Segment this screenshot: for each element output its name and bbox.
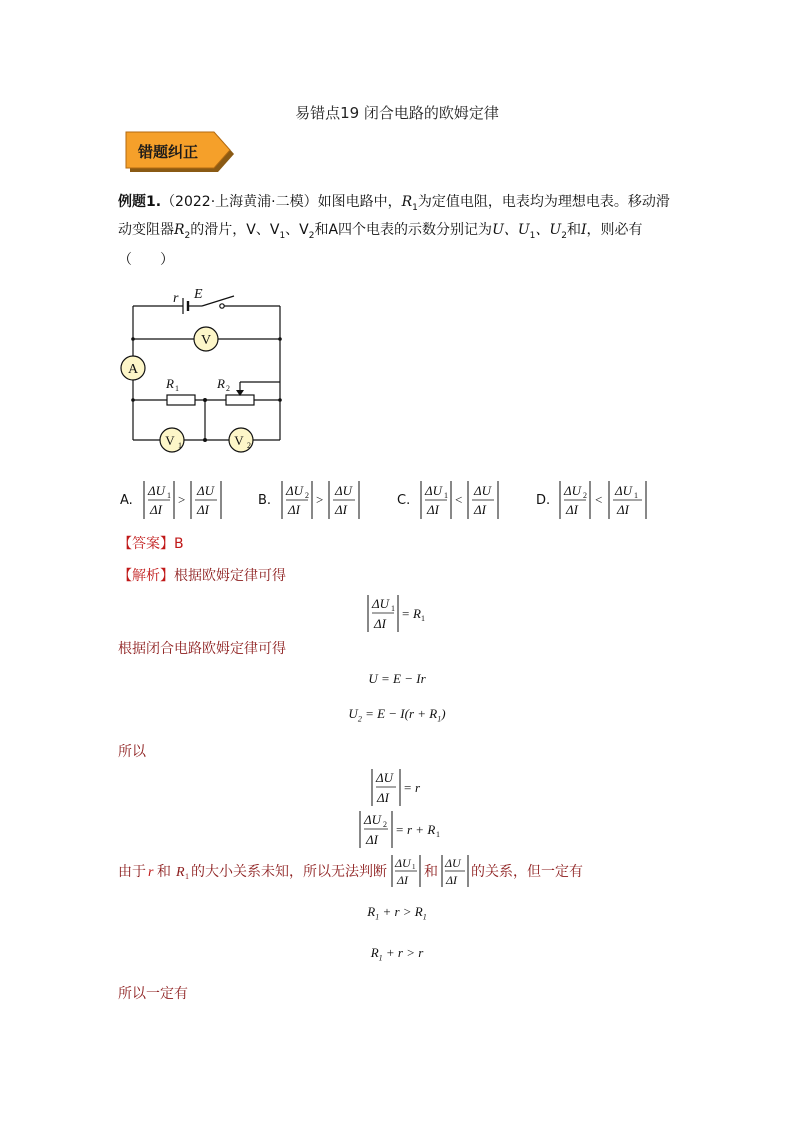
equation-4 — [368, 768, 438, 808]
label-r2: R — [217, 376, 225, 391]
equation-5 — [356, 810, 456, 850]
option-d[interactable] — [536, 481, 646, 519]
equation-6: $R_1 + r > R_1$ — [367, 904, 427, 922]
label-e: E — [194, 287, 203, 302]
circuit-diagram — [116, 284, 296, 450]
voltmeter-v2 — [229, 428, 253, 452]
svg-text:ΔI: ΔI — [377, 790, 389, 805]
question-label: 例题1. — [118, 194, 162, 210]
analysis-line-2: 根据闭合电路欧姆定律可得 — [118, 641, 286, 657]
svg-text:1: 1 — [391, 604, 395, 613]
answer-parentheses: （ ） — [118, 252, 174, 268]
svg-text:2: 2 — [583, 491, 587, 500]
svg-text:V: V — [200, 333, 212, 348]
svg-text:2: 2 — [226, 384, 230, 393]
svg-text:ΔU: ΔU — [364, 812, 382, 827]
voltmeter-v — [194, 327, 218, 351]
svg-text:A: A — [127, 362, 139, 377]
options-formulas — [118, 478, 678, 522]
svg-text:R: R — [413, 606, 421, 621]
svg-text:1: 1 — [444, 491, 448, 500]
svg-text:ΔU: ΔU — [372, 596, 390, 611]
svg-text:ΔU: ΔU — [376, 770, 394, 785]
analysis-line-3: 所以 — [118, 744, 146, 760]
svg-text:>: > — [316, 492, 324, 507]
banner-arrow-shape — [122, 128, 238, 174]
svg-text:1: 1 — [175, 384, 179, 393]
svg-text:V: V — [234, 433, 244, 448]
svg-text:的关系，但一定有: 的关系，但一定有 — [471, 864, 583, 880]
svg-text:ΔI: ΔI — [288, 502, 300, 517]
svg-text:1: 1 — [412, 863, 416, 871]
option-c[interactable] — [397, 481, 498, 519]
svg-text:r: r — [148, 865, 154, 880]
svg-text:ΔI: ΔI — [617, 502, 629, 517]
section-banner — [122, 128, 238, 178]
svg-text:ΔU: ΔU — [335, 483, 353, 498]
question-line-1: 例题1.（2022·上海黄浦·二模）如图电路中，$R_1$为定值电阻，电表均为理想电表。移动滑 — [118, 194, 670, 213]
r1-resistor — [167, 395, 195, 405]
svg-text:2: 2 — [247, 441, 251, 450]
label-r1: R — [166, 376, 174, 391]
svg-text:>: > — [178, 492, 186, 507]
svg-text:ΔI: ΔI — [335, 502, 347, 517]
equation-7: $R_1 + r > r$ — [370, 945, 424, 963]
analysis-line-4 — [118, 858, 618, 892]
page-title: 易错点19 闭合电路的欧姆定律 — [295, 104, 499, 122]
svg-text:1: 1 — [185, 872, 189, 881]
svg-text:V: V — [165, 433, 175, 448]
svg-text:ΔI: ΔI — [374, 616, 386, 631]
svg-text:ΔU: ΔU — [395, 856, 411, 870]
options-row — [118, 478, 678, 522]
svg-text:ΔI: ΔI — [366, 832, 378, 847]
svg-text:r: r — [415, 780, 421, 795]
svg-text:ΔU: ΔU — [474, 483, 492, 498]
svg-text:ΔU: ΔU — [564, 483, 582, 498]
svg-text:=: = — [396, 822, 404, 837]
svg-text:<: < — [595, 492, 603, 507]
question-line-2: 动变阻器$R_2$的滑片，V、$V_1$、$V_2$和A四个电表的示数分别记为U、$U_1$、$U_2$和I，则必有 — [118, 222, 643, 241]
svg-text:ΔU: ΔU — [445, 856, 461, 870]
answer-line — [118, 531, 184, 558]
svg-text:1: 1 — [167, 491, 171, 500]
option-a[interactable] — [120, 481, 221, 519]
svg-text:=: = — [404, 780, 412, 795]
svg-text:1: 1 — [436, 830, 440, 839]
equation-3: $U_2 = E - I(r + R_1)$ — [348, 706, 446, 724]
svg-text:1: 1 — [634, 491, 638, 500]
label-r: r — [173, 291, 179, 306]
svg-text:ΔI: ΔI — [446, 873, 458, 887]
svg-text:B.: B. — [258, 493, 272, 508]
banner-label: 错题纠正 — [138, 143, 199, 161]
analysis-line-1: 【解析】根据欧姆定律可得 — [118, 568, 286, 584]
r2-rheostat — [226, 395, 254, 405]
switch-contact — [220, 304, 224, 308]
answer-value: B — [174, 536, 184, 552]
svg-text:ΔI: ΔI — [150, 502, 162, 517]
analysis-line-5: 所以一定有 — [118, 986, 188, 1002]
svg-text:ΔI: ΔI — [197, 502, 209, 517]
equation-1 — [364, 594, 444, 634]
question-source: （2022·上海黄浦·二模） — [161, 194, 318, 210]
svg-text:和: 和 — [424, 864, 438, 880]
voltmeter-v1 — [160, 428, 184, 452]
svg-text:ΔI: ΔI — [427, 502, 439, 517]
svg-text:2: 2 — [305, 491, 309, 500]
svg-text:ΔU: ΔU — [286, 483, 304, 498]
equation-2: U = E − Ir — [368, 671, 426, 686]
switch-blade — [202, 296, 234, 306]
svg-text:ΔU: ΔU — [615, 483, 633, 498]
analysis-label: 【解析】 — [118, 568, 174, 584]
svg-text:ΔU: ΔU — [425, 483, 443, 498]
option-b[interactable] — [258, 481, 359, 519]
svg-text:ΔU: ΔU — [197, 483, 215, 498]
svg-text:C.: C. — [397, 493, 411, 508]
ammeter-a — [121, 356, 145, 380]
answer-label: 【答案】 — [118, 536, 174, 552]
svg-text:1: 1 — [421, 614, 425, 623]
svg-text:R: R — [176, 865, 185, 880]
svg-text:=: = — [402, 606, 410, 621]
svg-text:D.: D. — [536, 493, 551, 508]
svg-text:和: 和 — [157, 865, 171, 880]
svg-text:ΔI: ΔI — [474, 502, 486, 517]
svg-text:ΔU: ΔU — [148, 483, 166, 498]
svg-text:ΔI: ΔI — [566, 502, 578, 517]
svg-text:<: < — [455, 492, 463, 507]
svg-text:1: 1 — [178, 441, 182, 450]
svg-text:ΔI: ΔI — [397, 873, 409, 887]
svg-text:r + R: r + R — [407, 822, 436, 837]
svg-text:A.: A. — [120, 493, 133, 508]
svg-text:2: 2 — [383, 820, 387, 829]
svg-text:由于: 由于 — [118, 865, 146, 880]
svg-text:的大小关系未知，所以无法判断: 的大小关系未知，所以无法判断 — [191, 865, 387, 880]
